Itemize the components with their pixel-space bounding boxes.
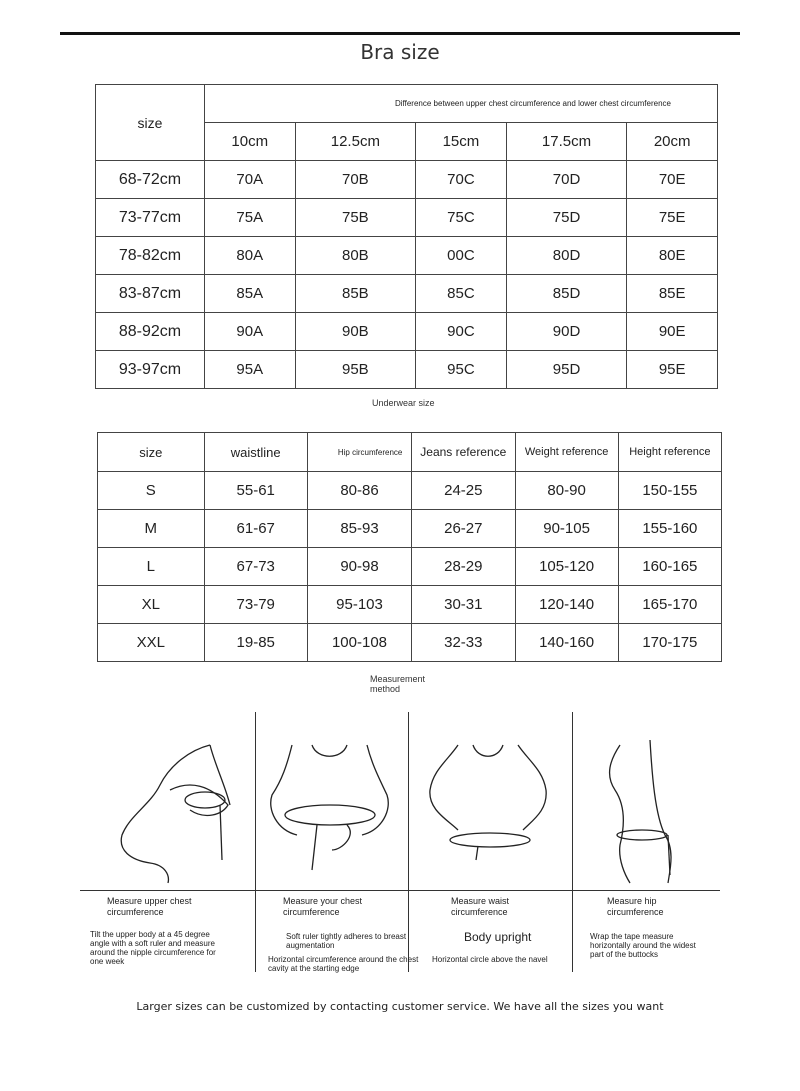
bra-col-header: 10cm bbox=[205, 123, 296, 161]
table-row bbox=[98, 586, 722, 624]
uw-cell: 100-108 bbox=[307, 624, 411, 662]
uw-cell: XL bbox=[98, 586, 205, 624]
bra-cell: 85A bbox=[205, 275, 296, 313]
uw-cell: 150-155 bbox=[618, 472, 721, 510]
bra-cell: 90C bbox=[416, 313, 507, 351]
bra-cell: 90E bbox=[627, 313, 718, 351]
bra-cell: 85C bbox=[416, 275, 507, 313]
table-row bbox=[98, 548, 722, 586]
table-row bbox=[96, 199, 718, 237]
uw-header: Weight reference bbox=[515, 433, 618, 472]
bra-diff-header: Difference between upper chest circumference and lower chest circumference bbox=[205, 85, 718, 123]
uw-cell: 140-160 bbox=[515, 624, 618, 662]
uw-cell: 160-165 bbox=[618, 548, 721, 586]
bra-cell: 95B bbox=[295, 351, 416, 389]
waist-neck-icon bbox=[473, 745, 503, 756]
bra-col-header: 15cm bbox=[416, 123, 507, 161]
upper-chest-back-icon bbox=[210, 745, 230, 805]
upper-chest-figure-icon bbox=[110, 735, 250, 885]
table-row bbox=[96, 237, 718, 275]
top-rule bbox=[60, 32, 740, 35]
hip-back-outline-icon bbox=[650, 740, 671, 883]
bra-cell: 70A bbox=[205, 161, 296, 199]
figure-baseline bbox=[80, 890, 720, 891]
waist-left-outline-icon bbox=[430, 745, 458, 830]
bra-cell: 75E bbox=[627, 199, 718, 237]
uw-header: Hip circumference bbox=[307, 433, 411, 472]
bra-cell: 75D bbox=[506, 199, 627, 237]
bra-corner-label: size bbox=[96, 85, 205, 161]
bra-row-size: 83-87cm bbox=[96, 275, 205, 313]
figure-4-title: Measure hip circumference bbox=[607, 896, 664, 917]
figure-2-title: Measure your chest circumference bbox=[283, 896, 363, 917]
uw-cell: 26-27 bbox=[412, 510, 515, 548]
bra-cell: 70D bbox=[506, 161, 627, 199]
bra-cell: 80B bbox=[295, 237, 416, 275]
uw-cell: 73-79 bbox=[204, 586, 307, 624]
upper-chest-arm-icon bbox=[170, 785, 228, 815]
bra-cell: 90A bbox=[205, 313, 296, 351]
uw-cell: 90-105 bbox=[515, 510, 618, 548]
bra-cell: 90D bbox=[506, 313, 627, 351]
table-row bbox=[96, 313, 718, 351]
bra-cell: 95D bbox=[506, 351, 627, 389]
uw-cell: 155-160 bbox=[618, 510, 721, 548]
bra-cell: 90B bbox=[295, 313, 416, 351]
uw-cell: 55-61 bbox=[204, 472, 307, 510]
footer-note: Larger sizes can be customized by contacting customer service. We have all the sizes you want bbox=[136, 1000, 664, 1013]
bra-cell: 85E bbox=[627, 275, 718, 313]
bra-cell: 85D bbox=[506, 275, 627, 313]
bra-cell: 80D bbox=[506, 237, 627, 275]
figure-3-note: Body upright bbox=[464, 930, 532, 944]
figure-2-note2: Horizontal circumference around the chest cavity at the starting edge bbox=[268, 955, 419, 973]
hip-front-outline-icon bbox=[610, 745, 630, 883]
uw-cell: 24-25 bbox=[412, 472, 515, 510]
uw-cell: 30-31 bbox=[412, 586, 515, 624]
uw-cell: M bbox=[98, 510, 205, 548]
figure-3-title: Measure waist circumference bbox=[451, 896, 510, 917]
figure-1-title: Measure upper chest circumference bbox=[107, 896, 192, 917]
hip-figure-icon bbox=[590, 735, 700, 885]
bra-cell: 75B bbox=[295, 199, 416, 237]
uw-cell: L bbox=[98, 548, 205, 586]
bra-cell: 85B bbox=[295, 275, 416, 313]
table-row bbox=[98, 472, 722, 510]
bra-row-size: 88-92cm bbox=[96, 313, 205, 351]
bra-col-header: 20cm bbox=[627, 123, 718, 161]
bra-cell: 00C bbox=[416, 237, 507, 275]
chest-tape-icon bbox=[285, 805, 375, 825]
chest-hand-icon bbox=[332, 825, 350, 850]
figure-1-note: Tilt the upper body at a 45 degree angle with a soft ruler and measure around the nipple circumference for one week bbox=[90, 930, 216, 966]
chest-neck-icon bbox=[312, 745, 347, 756]
waist-right-outline-icon bbox=[518, 745, 546, 830]
figure-divider bbox=[255, 712, 256, 972]
uw-cell: 19-85 bbox=[204, 624, 307, 662]
bra-cell: 95E bbox=[627, 351, 718, 389]
chest-left-outline-icon bbox=[271, 745, 297, 835]
figure-divider bbox=[572, 712, 573, 972]
uw-cell: 90-98 bbox=[307, 548, 411, 586]
bra-size-table bbox=[95, 84, 718, 389]
hip-tape-end-icon bbox=[668, 835, 670, 875]
uw-cell: 85-93 bbox=[307, 510, 411, 548]
uw-cell: 28-29 bbox=[412, 548, 515, 586]
bra-cell: 70C bbox=[416, 161, 507, 199]
hip-tape-icon bbox=[617, 830, 667, 840]
uw-cell: 80-90 bbox=[515, 472, 618, 510]
table-row bbox=[96, 161, 718, 199]
page-title: Bra size bbox=[360, 40, 440, 64]
bra-cell: 70B bbox=[295, 161, 416, 199]
bra-cell: 80E bbox=[627, 237, 718, 275]
uw-cell: S bbox=[98, 472, 205, 510]
uw-header: Height reference bbox=[618, 433, 721, 472]
uw-cell: 80-86 bbox=[307, 472, 411, 510]
bra-cell: 75C bbox=[416, 199, 507, 237]
bra-row-size: 78-82cm bbox=[96, 237, 205, 275]
uw-cell: 170-175 bbox=[618, 624, 721, 662]
uw-cell: XXL bbox=[98, 624, 205, 662]
uw-cell: 105-120 bbox=[515, 548, 618, 586]
underwear-size-table bbox=[97, 432, 722, 662]
upper-chest-tape-end-icon bbox=[220, 805, 222, 860]
chest-figure-icon bbox=[262, 740, 402, 885]
uw-cell: 95-103 bbox=[307, 586, 411, 624]
table-row bbox=[96, 351, 718, 389]
uw-cell: 165-170 bbox=[618, 586, 721, 624]
uw-cell: 120-140 bbox=[515, 586, 618, 624]
uw-header: Jeans reference bbox=[412, 433, 515, 472]
bra-row-size: 93-97cm bbox=[96, 351, 205, 389]
bra-row-size: 73-77cm bbox=[96, 199, 205, 237]
table-row bbox=[96, 275, 718, 313]
bra-cell: 80A bbox=[205, 237, 296, 275]
bra-cell: 75A bbox=[205, 199, 296, 237]
uw-cell: 32-33 bbox=[412, 624, 515, 662]
bra-col-header: 12.5cm bbox=[295, 123, 416, 161]
figure-2-note: Soft ruler tightly adheres to breast augmentation bbox=[286, 932, 407, 950]
uw-cell: 61-67 bbox=[204, 510, 307, 548]
underwear-caption: Underwear size bbox=[372, 398, 435, 408]
figure-3-note2: Horizontal circle above the navel bbox=[432, 955, 548, 964]
bra-cell: 70E bbox=[627, 161, 718, 199]
bra-cell: 95C bbox=[416, 351, 507, 389]
chest-tape-end-icon bbox=[312, 825, 317, 870]
uw-cell: 67-73 bbox=[204, 548, 307, 586]
measurement-caption: Measurement method bbox=[370, 674, 426, 694]
bra-cell: 95A bbox=[205, 351, 296, 389]
table-row bbox=[98, 510, 722, 548]
uw-header: size bbox=[98, 433, 205, 472]
bra-row-size: 68-72cm bbox=[96, 161, 205, 199]
figure-4-note: Wrap the tape measure horizontally around the widest part of the buttocks bbox=[590, 932, 696, 959]
waist-tape-end-icon bbox=[476, 846, 478, 860]
upper-chest-tape-icon bbox=[185, 792, 225, 808]
table-row bbox=[98, 624, 722, 662]
waist-figure-icon bbox=[418, 740, 563, 885]
bra-col-header: 17.5cm bbox=[506, 123, 627, 161]
uw-header: waistline bbox=[204, 433, 307, 472]
waist-tape-icon bbox=[450, 833, 530, 847]
